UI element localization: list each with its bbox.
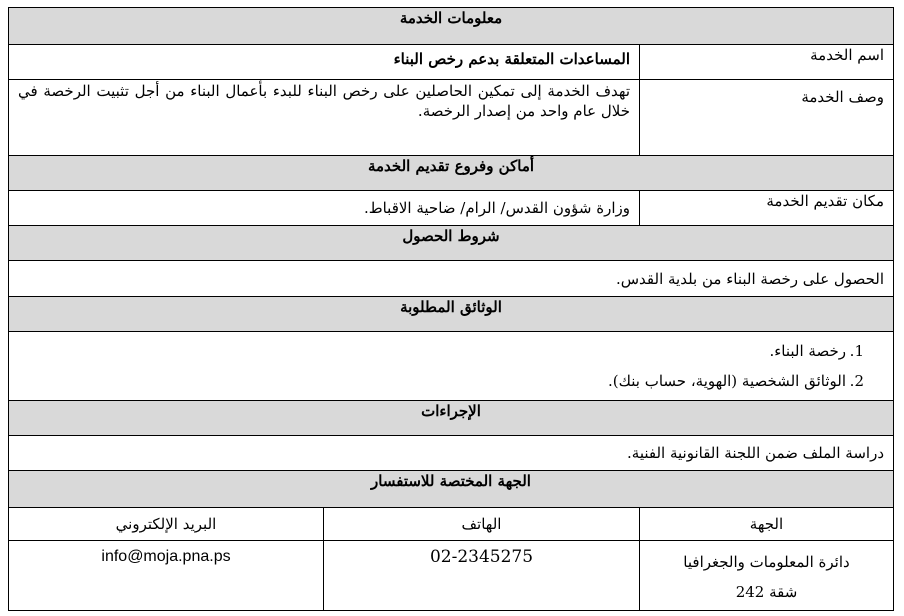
document-item: 2.الوثائق الشخصية (الهوية، حساب بنك). xyxy=(608,372,864,390)
service-location-value: وزارة شؤون القدس/ الرام/ ضاحية الاقباط. xyxy=(9,191,640,226)
section-header-conditions: شروط الحصول xyxy=(9,226,894,261)
service-location-label: مكان تقديم الخدمة xyxy=(640,191,894,226)
procedures-text: دراسة الملف ضمن اللجنة القانونية الفنية. xyxy=(9,436,894,471)
contact-entity-apartment: شقة 242 xyxy=(735,583,798,601)
documents-list xyxy=(18,336,884,396)
contact-entity xyxy=(640,541,894,611)
section-header-documents: الوثائق المطلوبة xyxy=(9,297,894,332)
service-description-label: وصف الخدمة xyxy=(640,80,894,156)
service-description-value: تهدف الخدمة إلى تمكين الحاصلين على رخص البناء للبدء بأعمال البناء من أجل تثبيت الرخصة في خلال عام واحد من إصدار الرخصة. xyxy=(9,80,640,156)
service-name-label: اسم الخدمة xyxy=(640,45,894,80)
service-name-value: المساعدات المتعلقة بدعم رخص البناء xyxy=(9,45,640,80)
contact-phone: 02-2345275 xyxy=(324,541,640,611)
contact-entity-name: دائرة المعلومات والجغرافيا xyxy=(683,553,850,571)
contact-email: info@moja.pna.ps xyxy=(9,541,324,611)
documents-cell xyxy=(9,332,894,401)
document-item: 1.رخصة البناء. xyxy=(769,342,864,360)
section-header-service-info: معلومات الخدمة xyxy=(9,8,894,45)
section-header-locations: أماكن وفروع تقديم الخدمة xyxy=(9,156,894,191)
section-header-contact: الجهة المختصة للاستفسار xyxy=(9,471,894,508)
contact-header-entity: الجهة xyxy=(640,508,894,541)
contact-header-phone: الهاتف xyxy=(324,508,640,541)
contact-header-email: البريد الإلكتروني xyxy=(9,508,324,541)
service-info-table xyxy=(8,7,894,611)
section-header-procedures: الإجراءات xyxy=(9,401,894,436)
conditions-text: الحصول على رخصة البناء من بلدية القدس. xyxy=(9,261,894,297)
